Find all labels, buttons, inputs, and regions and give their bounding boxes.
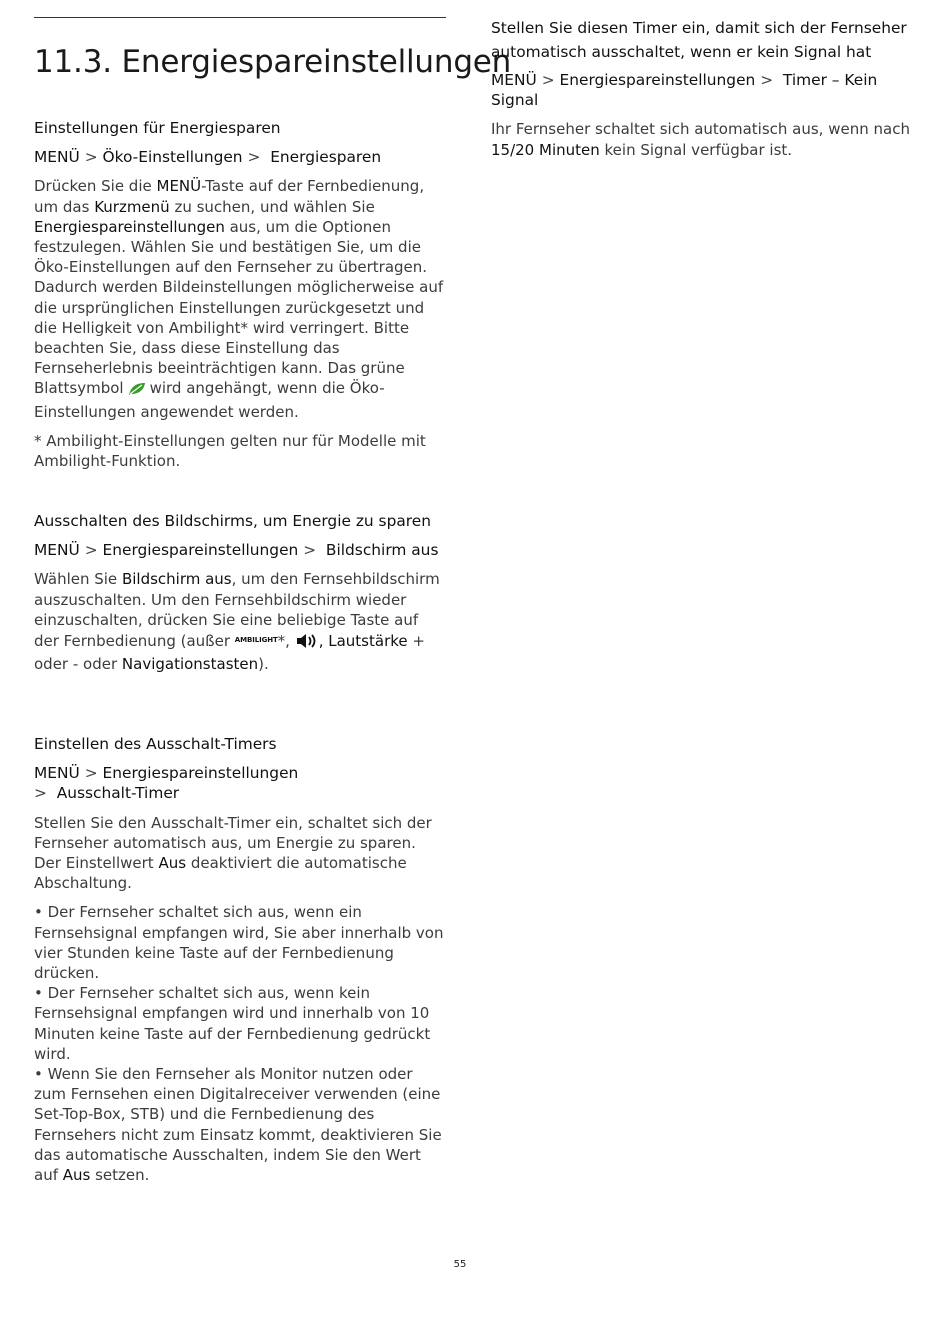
menu-path: MENÜ > Öko-Einstellungen > Energiesparen	[34, 148, 382, 167]
menu-path: MENÜ > Energiespareinstellungen > Ausschalt-Timer	[34, 764, 299, 803]
section-energy-saving	[34, 118, 446, 471]
section-body: Stellen Sie den Ausschalt-Timer ein, schaltet sich der Fernseher automatisch aus, um Energie zu sparen. Der Einstellwert Aus deaktiviert die automatische Abschaltung.	[34, 813, 432, 893]
section-body: Drücken Sie die MENÜ-Taste auf der Fernbedienung, um das Kurzmenü zu suchen, und wählen Sie Energiespareinstellungen aus, um die Optionen festzulegen. Wählen Sie und bestätigen Sie, um die Öko-Einstellungen auf den Fernseher zu übertragen. Dadurch werden Bildeinstellungen möglicherweise auf die ursprünglichen Einstellungen zurückgesetzt und die Helligkeit von Ambilight* wird verringert. Bitte beachten Sie, dass diese Einstellung das Fernseherlebnis beeinträchtigen kann. Das grüne Blattsymbol wird angehängt, wenn die Öko-Einstellungen angewendet werden.	[34, 177, 444, 421]
top-rule	[34, 17, 446, 18]
section-body: Wählen Sie Bildschirm aus, um den Fernsehbildschirm auszuschalten. Um den Fernsehbildschirm wieder einzuschalten, drücken Sie eine beliebige Taste auf der Fernbedienung (außer $^{AMBILIGHT}$*, , Lautstärke + oder - oder Navigationstasten).	[34, 570, 440, 674]
menu-path: MENÜ > Energiespareinstellungen > Timer – Kein Signal	[491, 71, 878, 110]
section-title: Stellen Sie diesen Timer ein, damit sich der Fernseher automatisch ausschaltet, wenn er kein Signal hat	[491, 19, 907, 61]
speaker-mute-icon	[295, 633, 319, 654]
menu-path: MENÜ > Energiespareinstellungen > Bildschirm aus	[34, 541, 439, 560]
bullet-list	[34, 902, 446, 1185]
list-item: • Der Fernseher schaltet sich aus, wenn ein Fernsehsignal empfangen wird, Sie aber innerhalb von vier Stunden keine Taste auf der Fernbedienung drücken.	[34, 903, 444, 983]
green-leaf-icon	[127, 381, 147, 401]
ambilight-label: AMBILIGHT	[234, 636, 278, 645]
section-body: Ihr Fernseher schaltet sich automatisch aus, wenn nach 15/20 Minuten kein Signal verfügbar ist.	[491, 120, 910, 159]
page-number: 55	[453, 1259, 467, 1270]
list-item: • Der Fernseher schaltet sich aus, wenn kein Fernsehsignal empfangen wird und innerhalb von 10 Minuten keine Taste auf der Fernbedienung gedrückt wird.	[34, 984, 431, 1063]
section-title: Einstellungen für Energiesparen	[34, 119, 281, 137]
page-title: 11.3. Energiespareinstellungen	[34, 44, 512, 80]
section-no-signal-timer	[491, 16, 911, 160]
footnote: * Ambilight-Einstellungen gelten nur für Modelle mit Ambilight-Funktion.	[34, 431, 426, 471]
list-item: • Wenn Sie den Fernseher als Monitor nutzen oder zum Fernsehen einen Digitalreceiver verwenden (eine Set-Top-Box, STB) und die Fernbedienung des Fernsehers nicht zum Einsatz kommt, deaktivieren Sie das automatische Ausschalten, indem Sie den Wert auf Aus setzen.	[34, 1065, 442, 1185]
section-title: Einstellen des Ausschalt-Timers	[34, 735, 277, 753]
section-title: Ausschalten des Bildschirms, um Energie zu sparen	[34, 512, 431, 530]
section-screen-off	[34, 511, 446, 674]
section-off-timer	[34, 734, 446, 1185]
